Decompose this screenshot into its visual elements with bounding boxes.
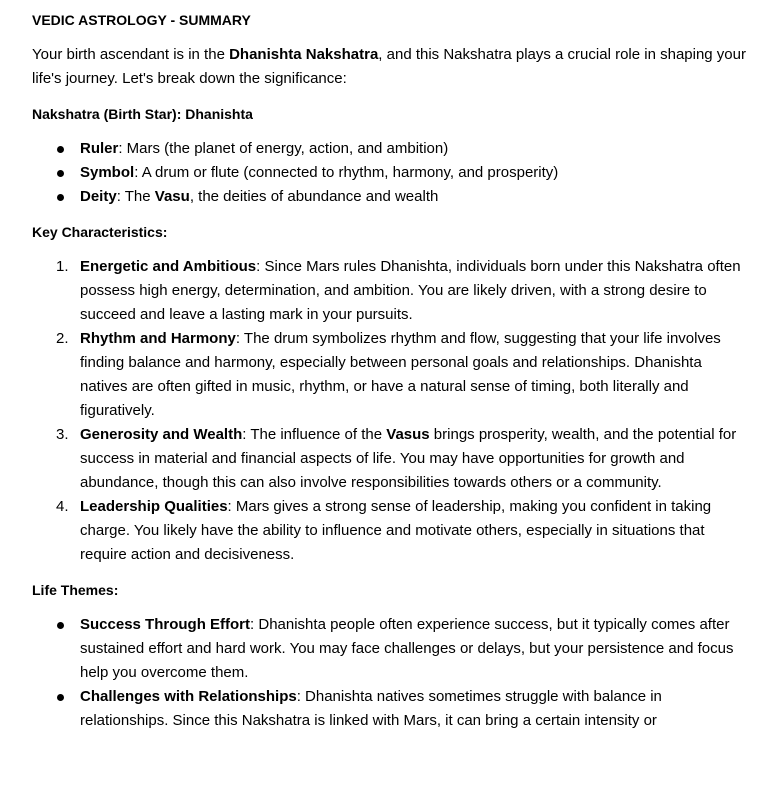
item-text: : Mars (the planet of energy, action, and ambition) bbox=[118, 140, 449, 157]
list-item bbox=[32, 423, 745, 495]
item-bold-vasus: Vasus bbox=[386, 426, 430, 443]
life-themes-list bbox=[32, 613, 770, 733]
intro-paragraph bbox=[32, 43, 752, 91]
item-label: Challenges with Relationships bbox=[80, 688, 297, 705]
item-text-pre: : The bbox=[116, 188, 155, 205]
item-text: : The drum symbolizes rhythm and flow, suggesting that your life involves finding balance and harmony, especially between personal goals and relationships. Dhanishta natives are often gifted in music, rhythm, or have a natural sense of timing, both literally and figuratively. bbox=[80, 330, 721, 419]
item-label: Deity bbox=[80, 188, 117, 205]
item-text: : Since Mars rules Dhanishta, individuals born under this Nakshatra often possess high energy, determination, and ambition. You are likely driven, with a strong desire to succeed and leave a lasting mark in your pursuits. bbox=[80, 258, 741, 323]
item-label: Energetic and Ambitious bbox=[80, 258, 257, 275]
item-text: : Mars gives a strong sense of leadership, making you confident in taking charge. You likely have the ability to influence and motivate others, especially in situations that require action and decisiveness. bbox=[80, 498, 712, 563]
document-title: VEDIC ASTROLOGY - SUMMARY bbox=[32, 12, 251, 28]
item-number: 2. bbox=[56, 330, 69, 347]
item-label: Ruler bbox=[80, 140, 119, 157]
list-item bbox=[32, 185, 745, 209]
item-text-pre: : The influence of the bbox=[242, 426, 387, 443]
list-item bbox=[32, 161, 745, 185]
item-text: : Dhanishta people often experience success, but it typically comes after sustained effort and hard work. You may face challenges or delays, but your persistence and focus help you overcome them. bbox=[80, 616, 734, 681]
item-number: 3. bbox=[56, 426, 69, 443]
nakshatra-list bbox=[32, 137, 770, 209]
list-item bbox=[32, 685, 745, 733]
item-label: Leadership Qualities bbox=[80, 498, 228, 515]
list-item bbox=[32, 327, 745, 423]
life-themes-heading: Life Themes: bbox=[32, 582, 119, 598]
item-label: Symbol bbox=[80, 164, 135, 181]
item-text: , the deities of abundance and wealth bbox=[189, 188, 439, 205]
item-number: 4. bbox=[56, 498, 69, 515]
item-label: Success Through Effort bbox=[80, 616, 251, 633]
item-label: Rhythm and Harmony bbox=[80, 330, 236, 347]
intro-text-1: Your birth ascendant is in the bbox=[32, 46, 230, 63]
item-bold-vasu: Vasu bbox=[154, 188, 190, 205]
characteristics-list bbox=[32, 255, 770, 567]
item-text: : A drum or flute (connected to rhythm, harmony, and prosperity) bbox=[134, 164, 559, 181]
characteristics-heading: Key Characteristics: bbox=[32, 224, 168, 240]
list-item bbox=[32, 613, 745, 685]
list-item bbox=[32, 137, 745, 161]
intro-bold-nakshatra: Dhanishta Nakshatra bbox=[229, 46, 379, 63]
item-text: brings prosperity, wealth, and the potential for success in material and financial aspects of life. You may have opportunities for growth and abundance, though this can also involve responsibilities towards others or a community. bbox=[80, 426, 737, 491]
item-number: 1. bbox=[56, 258, 69, 275]
item-label: Generosity and Wealth bbox=[80, 426, 243, 443]
nakshatra-heading: Nakshatra (Birth Star): Dhanishta bbox=[32, 106, 253, 122]
intro-text-2: , and this Nakshatra plays a crucial role in shaping your life's journey. Let's break down the significance: bbox=[32, 46, 746, 87]
item-text: : Dhanishta natives sometimes struggle with balance in relationships. Since this Nakshatra is linked with Mars, it can bring a certain intensity or bbox=[80, 688, 662, 729]
list-item bbox=[32, 255, 745, 327]
list-item bbox=[32, 495, 745, 567]
